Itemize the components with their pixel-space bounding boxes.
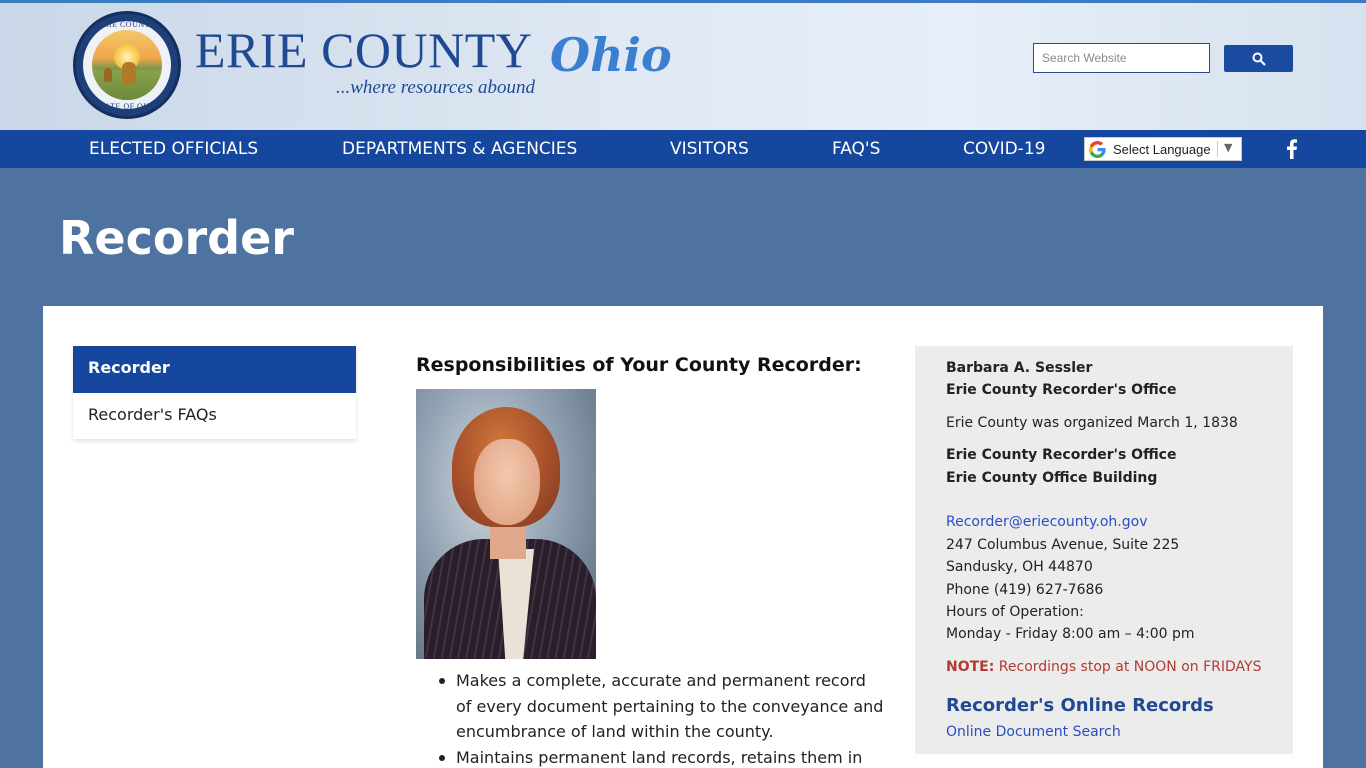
dropdown-arrow-icon: ▼ (1224, 141, 1233, 154)
seal-wheat-sheaf-small (104, 68, 112, 82)
organized-date: Erie County was organized March 1, 1838 (946, 415, 1238, 431)
hours-label: Hours of Operation: (946, 604, 1084, 620)
phone-number: Phone (419) 627-7686 (946, 582, 1104, 598)
content-panel (43, 306, 1323, 768)
google-g-icon (1089, 141, 1106, 158)
nav-item-covid-19[interactable]: COVID-19 (963, 139, 1046, 159)
note-line (946, 656, 1261, 678)
office-name: Erie County Recorder's Office (946, 382, 1177, 398)
site-title[interactable]: ERIE COUNTY (195, 22, 533, 78)
responsibilities-list (416, 668, 886, 768)
seal-scene (92, 30, 162, 100)
search-button[interactable] (1224, 45, 1293, 72)
recorder-name: Barbara A. Sessler (946, 360, 1093, 376)
search-placeholder: Search Website (1042, 51, 1127, 65)
address-line-2: Sandusky, OH 44870 (946, 559, 1093, 575)
language-select-label: Select Language (1113, 142, 1211, 157)
side-nav-item-recorder-faqs[interactable]: Recorder's FAQs (73, 393, 356, 439)
email-link[interactable]: Recorder@eriecounty.oh.gov (946, 514, 1148, 530)
search-icon (1252, 52, 1266, 66)
hours-value: Monday - Friday 8:00 am – 4:00 pm (946, 626, 1195, 642)
online-records-heading[interactable]: Recorder's Online Records (946, 695, 1214, 716)
side-nav-item-recorder[interactable]: Recorder (73, 346, 356, 393)
online-document-search-link[interactable]: Online Document Search (946, 724, 1121, 740)
building-name: Erie County Office Building (946, 470, 1158, 486)
site-tagline: ...where resources abound (336, 77, 535, 98)
language-select-divider (1217, 141, 1218, 157)
list-item: Maintains permanent land records, retains them in (416, 745, 886, 768)
portrait-face (474, 439, 540, 525)
note-text: Recordings stop at NOON on FRIDAYS (998, 659, 1262, 675)
side-nav (73, 346, 356, 439)
contact-info-panel (915, 346, 1293, 754)
seal-wheat-sheaf (122, 62, 136, 84)
office-name-2: Erie County Recorder's Office (946, 447, 1177, 463)
language-select[interactable] (1084, 137, 1242, 161)
site-state[interactable]: Ohio (550, 28, 672, 82)
nav-item-elected-officials[interactable]: ELECTED OFFICIALS (89, 139, 259, 159)
main-content (416, 352, 886, 767)
facebook-icon[interactable] (1283, 139, 1301, 159)
county-seal-logo[interactable] (73, 11, 181, 119)
page-title: Recorder (59, 211, 294, 265)
search-input[interactable] (1033, 43, 1210, 73)
seal-top-text: ERIE COUNTY (97, 20, 157, 29)
seal-bottom-text: STATE OF OHIO (94, 102, 160, 111)
main-heading: Responsibilities of Your County Recorder: (416, 354, 862, 376)
recorder-portrait-photo (416, 389, 596, 659)
address-line-1: 247 Columbus Avenue, Suite 225 (946, 537, 1180, 553)
nav-item-departments-agencies[interactable]: DEPARTMENTS & AGENCIES (342, 139, 578, 159)
nav-item-visitors[interactable]: VISITORS (670, 139, 749, 159)
note-label: NOTE: (946, 659, 995, 675)
nav-item-faqs[interactable]: FAQ'S (832, 139, 881, 159)
list-item: Makes a complete, accurate and permanent record of every document pertaining to the conveyance and encumbrance of land within the county. (416, 668, 886, 745)
